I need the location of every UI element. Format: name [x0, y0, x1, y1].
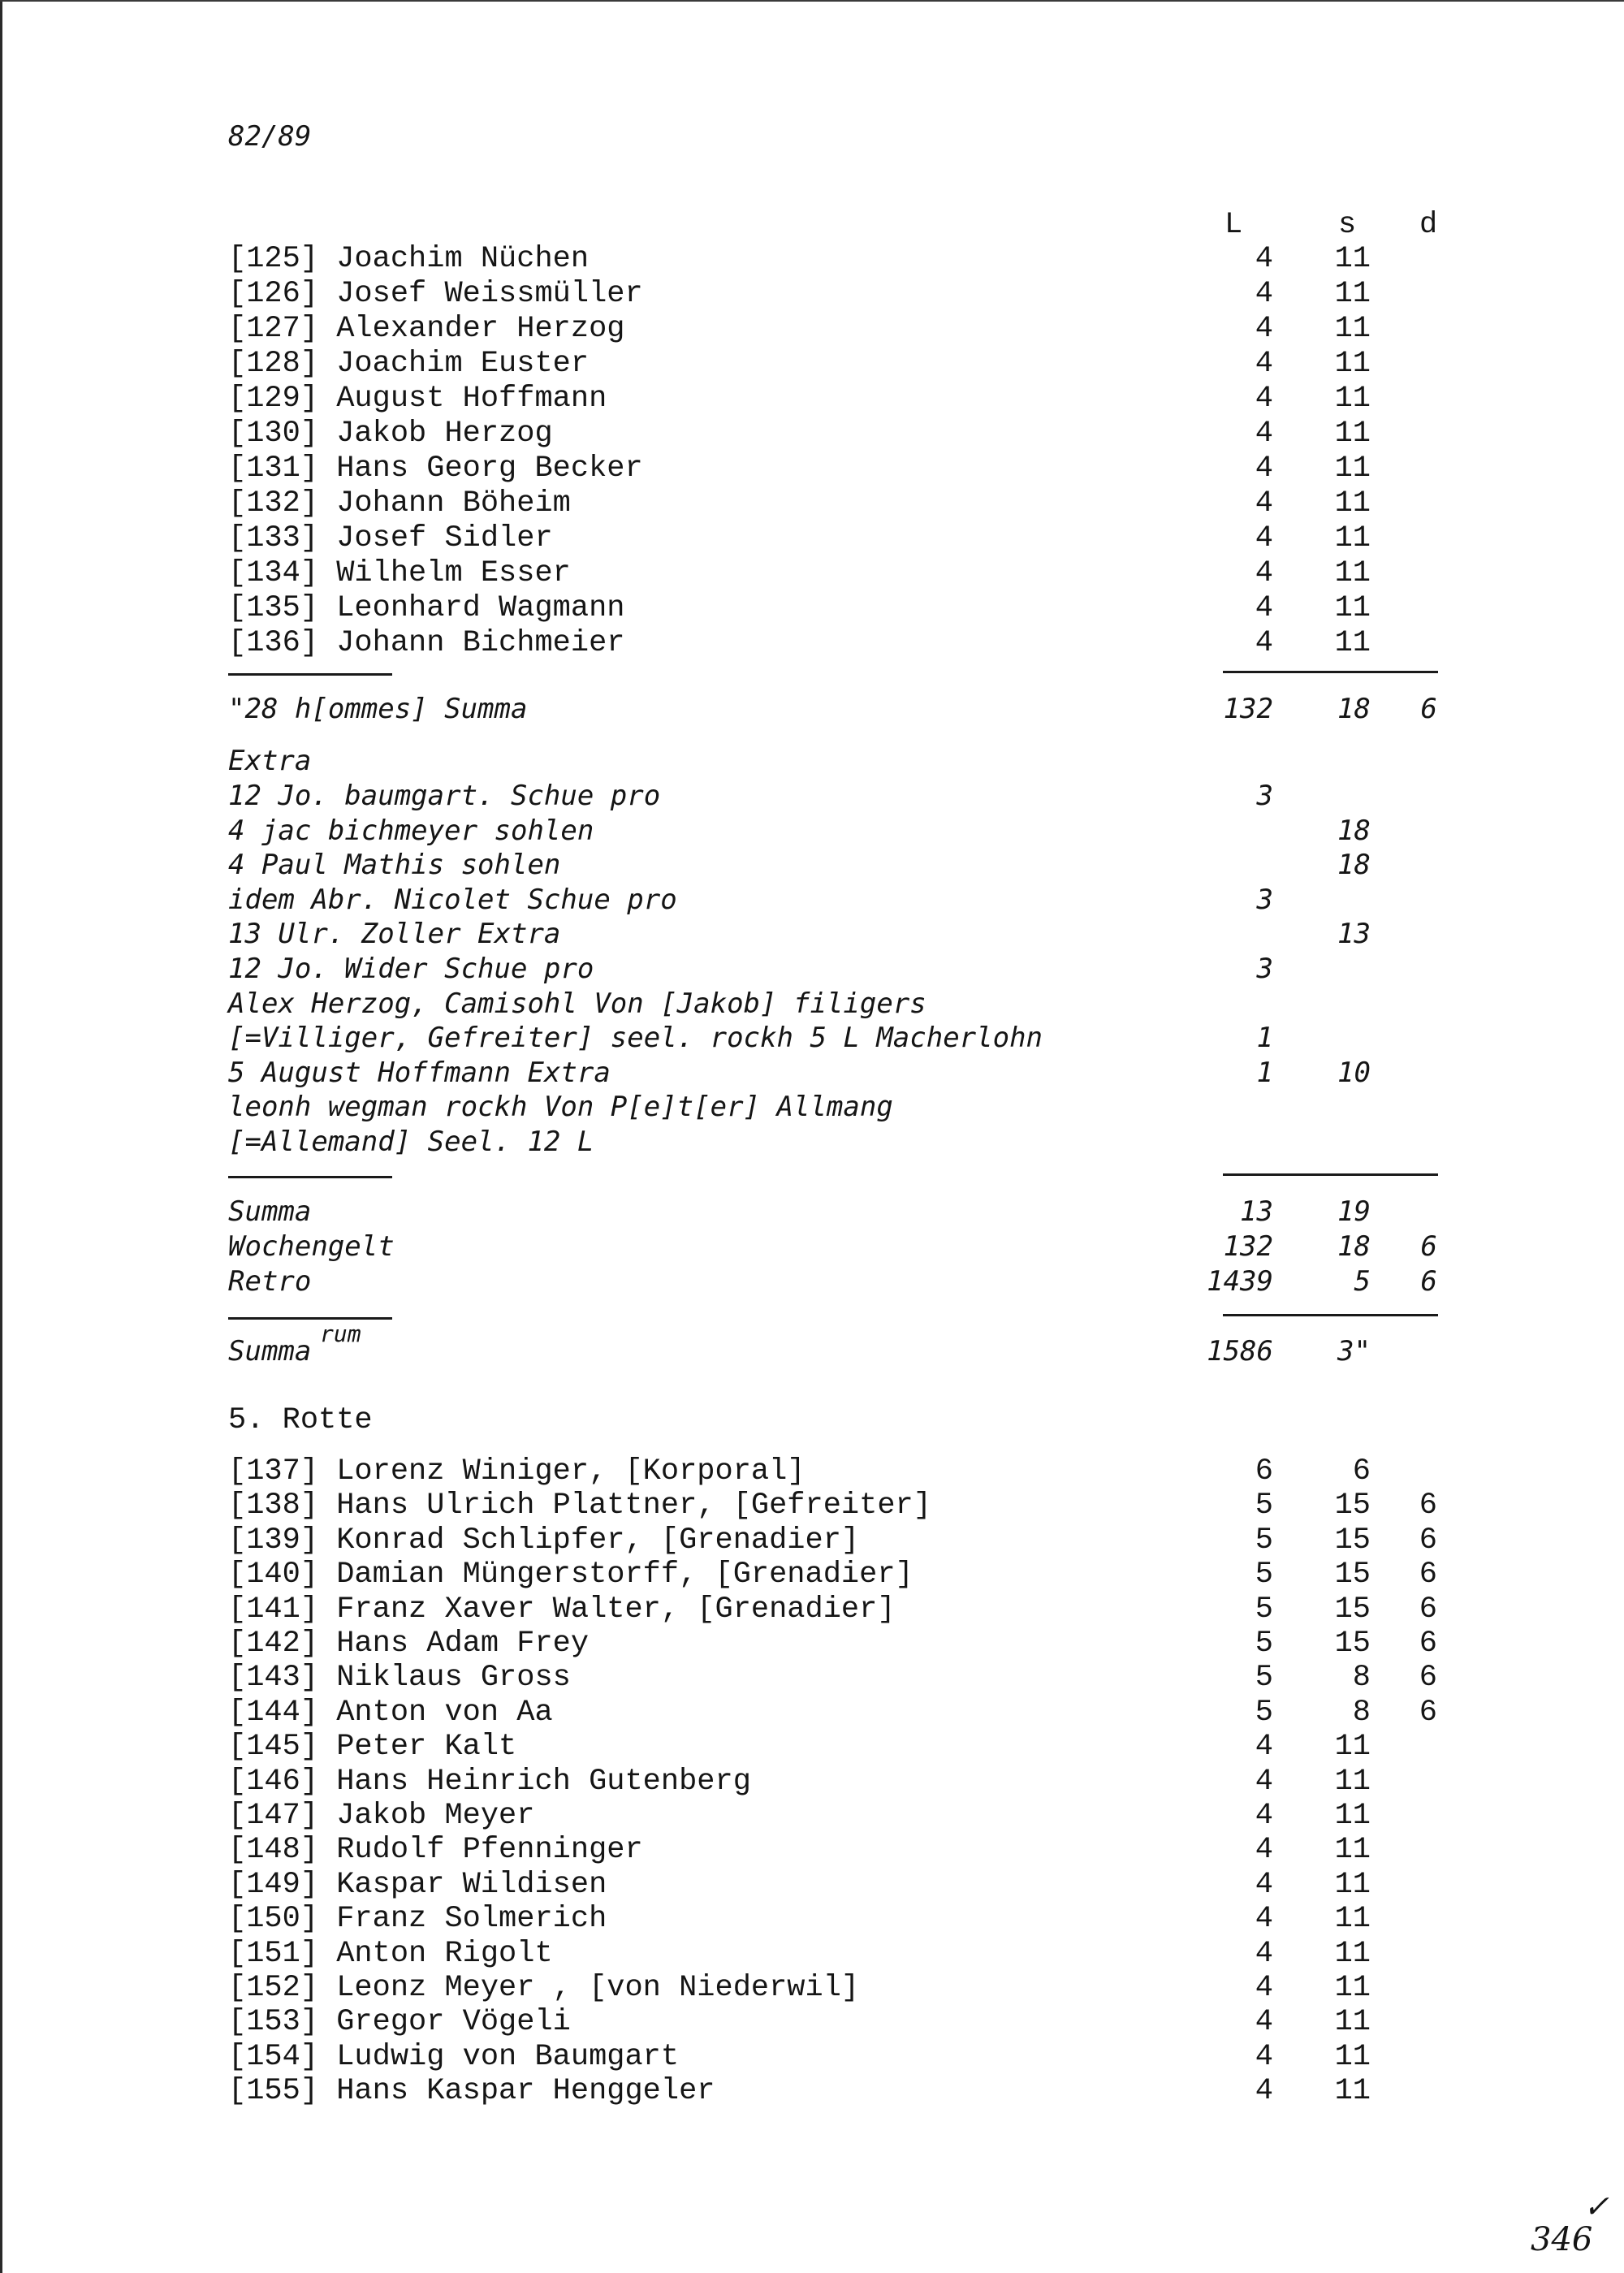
ledger-row-L: 4	[1255, 486, 1273, 521]
extra-row-label: Alex Herzog, Camisohl Von [Jakob] filigers	[228, 987, 926, 1020]
ledger-row-label: [126] Josef Weissmüller	[228, 277, 643, 311]
ledger-row-d: 6	[1419, 1489, 1437, 1523]
summarum-row-L: 1586	[1207, 1335, 1273, 1368]
extra-row-L: 1	[1256, 1022, 1273, 1055]
rotte-heading: 5. Rotte	[228, 1403, 373, 1437]
total-row-d: 6	[1420, 1230, 1437, 1263]
ledger-row-L: 6	[1255, 1454, 1273, 1489]
summa-row-s: 18	[1337, 693, 1371, 725]
ledger-row-s: 11	[1334, 1764, 1371, 1799]
extra-row-label: 4 jac bichmeyer sohlen	[228, 814, 594, 847]
ledger-row-d: 6	[1419, 1627, 1437, 1661]
column-header-L: L	[1224, 208, 1243, 242]
ledger-row-label: [150] Franz Solmerich	[228, 1902, 607, 1937]
ledger-row-label: [141] Franz Xaver Walter, [Grenadier]	[228, 1592, 896, 1627]
ledger-row-s: 11	[1334, 242, 1371, 276]
ledger-row-label: [154] Ludwig von Baumgart	[228, 2039, 680, 2074]
ledger-row-label: [149] Kaspar Wildisen	[228, 1867, 607, 1902]
ledger-row-L: 4	[1255, 277, 1273, 311]
separator-right	[1223, 1314, 1438, 1316]
ledger-row-L: 4	[1255, 1764, 1273, 1799]
extra-row-label: 5 August Hoffmann Extra	[228, 1056, 611, 1089]
extra-row-label: 12 Jo. Wider Schue pro	[228, 953, 594, 985]
ledger-row-label: [135] Leonhard Wagmann	[228, 591, 625, 625]
ledger-row-label: [127] Alexander Herzog	[228, 312, 625, 346]
ledger-row-s: 11	[1334, 486, 1371, 521]
scan-top-edge	[0, 0, 1624, 2]
extra-row-label: 13 Ulr. Zoller Extra	[228, 918, 561, 951]
ledger-row-s: 11	[1334, 1902, 1371, 1937]
ledger-row-label: [137] Lorenz Winiger, [Korporal]	[228, 1454, 806, 1489]
ledger-row-L: 5	[1255, 1592, 1273, 1627]
ledger-row-L: 4	[1255, 1867, 1273, 1902]
check-mark: ✓	[1583, 2189, 1609, 2224]
ledger-row-label: [151] Anton Rigolt	[228, 1936, 553, 1971]
ledger-row-s: 11	[1334, 2039, 1371, 2074]
ledger-row-label: [131] Hans Georg Becker	[228, 452, 643, 486]
total-row-label: Summa	[228, 1195, 312, 1228]
extra-row-L: 3	[1256, 883, 1273, 916]
ledger-row-L: 5	[1255, 1558, 1273, 1592]
ledger-row-label: [143] Niklaus Gross	[228, 1661, 571, 1696]
page-reference: 82/89	[228, 120, 312, 153]
ledger-row-L: 5	[1255, 1627, 1273, 1661]
extra-row-label: 12 Jo. baumgart. Schue pro	[228, 780, 661, 812]
extra-row-label: [=Allemand] Seel. 12 L	[228, 1126, 594, 1158]
ledger-row-L: 4	[1255, 1799, 1273, 1833]
ledger-row-s: 6	[1352, 1454, 1371, 1489]
ledger-row-label: [147] Jakob Meyer	[228, 1799, 535, 1833]
ledger-row-L: 4	[1255, 1833, 1273, 1868]
ledger-row-s: 15	[1334, 1523, 1371, 1558]
ledger-row-L: 5	[1255, 1489, 1273, 1523]
ledger-row-label: [145] Peter Kalt	[228, 1730, 517, 1765]
ledger-row-s: 8	[1352, 1695, 1371, 1730]
separator-right	[1223, 1173, 1438, 1176]
ledger-row-s: 15	[1334, 1489, 1371, 1523]
ledger-row-L: 4	[1255, 591, 1273, 625]
ledger-row-s: 11	[1334, 417, 1371, 451]
ledger-row-label: [144] Anton von Aa	[228, 1695, 553, 1730]
column-header-d: d	[1419, 208, 1438, 242]
ledger-row-d: 6	[1419, 1558, 1437, 1592]
ledger-row-label: [138] Hans Ulrich Plattner, [Gefreiter]	[228, 1489, 931, 1523]
ledger-row-L: 4	[1255, 521, 1273, 555]
ledger-row-d: 6	[1419, 1695, 1437, 1730]
summa-row-d: 6	[1420, 693, 1437, 725]
separator-left	[228, 1317, 392, 1320]
extra-row-label: [=Villiger, Gefreiter] seel. rockh 5 L Macherlohn	[228, 1022, 1043, 1055]
ledger-row-label: [132] Johann Böheim	[228, 486, 571, 521]
ledger-row-s: 8	[1352, 1661, 1371, 1696]
ledger-row-s: 11	[1334, 277, 1371, 311]
ledger-row-L: 4	[1255, 556, 1273, 590]
ledger-row-L: 4	[1255, 2074, 1273, 2109]
ledger-row-s: 11	[1334, 1833, 1371, 1868]
column-header-s: s	[1338, 208, 1357, 242]
total-row-s: 19	[1337, 1195, 1371, 1228]
ledger-row-s: 11	[1334, 347, 1371, 381]
total-row-label: Wochengelt	[228, 1230, 395, 1263]
ledger-row-L: 4	[1255, 452, 1273, 486]
extra-row-label: leonh wegman rockh Von P[e]t[er] Allmang	[228, 1091, 893, 1124]
ledger-row-label: [142] Hans Adam Frey	[228, 1627, 590, 1661]
ledger-row-s: 15	[1334, 1558, 1371, 1592]
extra-row-label: 4 Paul Mathis sohlen	[228, 849, 561, 882]
ledger-row-label: [152] Leonz Meyer , [von Niederwil]	[228, 1971, 860, 2005]
separator-right	[1223, 671, 1438, 673]
ledger-row-s: 15	[1334, 1592, 1371, 1627]
ledger-row-s: 11	[1334, 556, 1371, 590]
ledger-row-d: 6	[1419, 1523, 1437, 1558]
extra-row-L: 1	[1256, 1056, 1273, 1089]
ledger-row-L: 5	[1255, 1661, 1273, 1696]
ledger-row-label: [125] Joachim Nüchen	[228, 242, 590, 276]
ledger-row-label: [140] Damian Müngerstorff, [Grenadier]	[228, 1558, 914, 1592]
ledger-row-L: 4	[1255, 382, 1273, 416]
ledger-row-s: 11	[1334, 1867, 1371, 1902]
ledger-row-L: 4	[1255, 1971, 1273, 2005]
extra-row-s: 10	[1337, 1056, 1371, 1089]
ledger-row-label: [148] Rudolf Pfenninger	[228, 1833, 643, 1868]
ledger-row-L: 4	[1255, 417, 1273, 451]
extra-row-s: 18	[1337, 814, 1371, 847]
ledger-row-label: [134] Wilhelm Esser	[228, 556, 571, 590]
ledger-row-L: 4	[1255, 347, 1273, 381]
summarum-row-label: Summa	[228, 1335, 312, 1368]
ledger-row-label: [130] Jakob Herzog	[228, 417, 553, 451]
ledger-row-s: 11	[1334, 1730, 1371, 1765]
ledger-row-s: 11	[1334, 591, 1371, 625]
ledger-row-s: 11	[1334, 1971, 1371, 2005]
ledger-row-s: 11	[1334, 312, 1371, 346]
ledger-row-s: 11	[1334, 452, 1371, 486]
total-row-d: 6	[1420, 1265, 1437, 1298]
extra-heading: Extra	[228, 745, 312, 777]
summa-row-L: 132	[1223, 693, 1273, 725]
ledger-row-s: 15	[1334, 1627, 1371, 1661]
ledger-row-d: 6	[1419, 1661, 1437, 1696]
ledger-row-label: [146] Hans Heinrich Gutenberg	[228, 1764, 751, 1799]
summarum-superscript: rum	[320, 1320, 361, 1347]
extra-row-L: 3	[1256, 953, 1273, 985]
ledger-row-L: 4	[1255, 2005, 1273, 2040]
ledger-row-d: 6	[1419, 1592, 1437, 1627]
ledger-row-L: 4	[1255, 242, 1273, 276]
extra-row-s: 13	[1337, 918, 1371, 951]
ledger-row-s: 11	[1334, 2005, 1371, 2040]
ledger-row-label: [128] Joachim Euster	[228, 347, 590, 381]
extra-row-L: 3	[1256, 780, 1273, 812]
scan-left-edge	[0, 0, 2, 2273]
ledger-row-L: 4	[1255, 312, 1273, 346]
separator-left	[228, 1176, 392, 1178]
total-row-s: 18	[1337, 1230, 1371, 1263]
ledger-row-s: 11	[1334, 521, 1371, 555]
ledger-row-s: 11	[1334, 2074, 1371, 2109]
summarum-row-s: 3"	[1337, 1335, 1371, 1368]
ledger-row-label: [133] Josef Sidler	[228, 521, 553, 555]
extra-row-s: 18	[1337, 849, 1371, 882]
ledger-row-L: 4	[1255, 1936, 1273, 1971]
total-row-s: 5	[1354, 1265, 1371, 1298]
ledger-row-label: [136] Johann Bichmeier	[228, 626, 625, 660]
ledger-row-s: 11	[1334, 382, 1371, 416]
ledger-row-L: 4	[1255, 1730, 1273, 1765]
ledger-row-s: 11	[1334, 626, 1371, 660]
total-row-L: 1439	[1207, 1265, 1273, 1298]
ledger-row-L: 4	[1255, 626, 1273, 660]
ledger-row-L: 5	[1255, 1523, 1273, 1558]
ledger-row-s: 11	[1334, 1936, 1371, 1971]
ledger-row-label: [153] Gregor Vögeli	[228, 2005, 571, 2040]
summa-row-label: "28 h[ommes] Summa	[228, 693, 528, 725]
ledger-row-label: [155] Hans Kaspar Henggeler	[228, 2074, 715, 2109]
page-number: 346	[1531, 2221, 1593, 2258]
total-row-label: Retro	[228, 1265, 312, 1298]
total-row-L: 132	[1223, 1230, 1273, 1263]
ledger-row-L: 5	[1255, 1695, 1273, 1730]
extra-row-label: idem Abr. Nicolet Schue pro	[228, 883, 677, 916]
total-row-L: 13	[1240, 1195, 1273, 1228]
ledger-row-label: [129] August Hoffmann	[228, 382, 607, 416]
ledger-row-s: 11	[1334, 1799, 1371, 1833]
ledger-row-L: 4	[1255, 1902, 1273, 1937]
separator-left	[228, 673, 392, 676]
ledger-row-label: [139] Konrad Schlipfer, [Grenadier]	[228, 1523, 860, 1558]
ledger-row-L: 4	[1255, 2039, 1273, 2074]
